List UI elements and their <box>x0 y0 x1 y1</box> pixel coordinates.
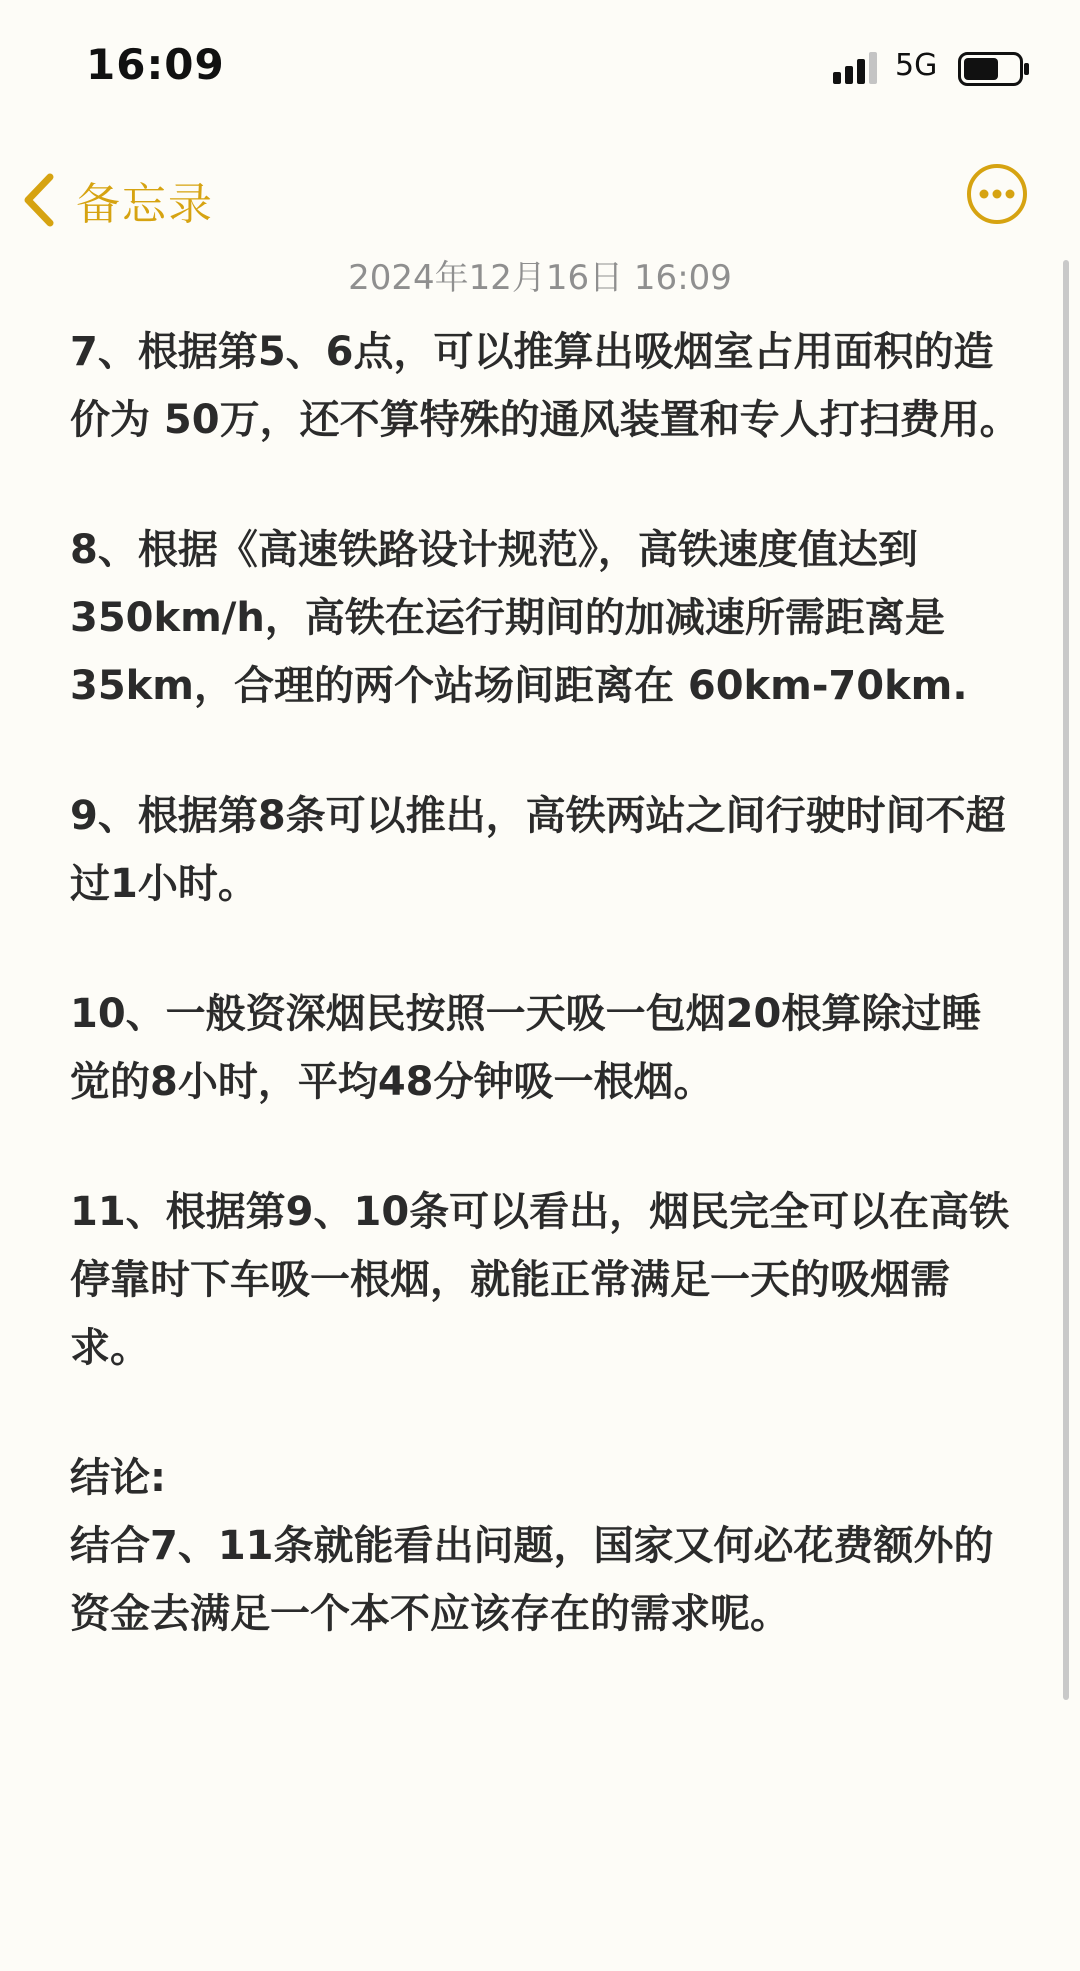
network-label: 5G <box>895 48 938 83</box>
note-paragraph-10: 10、一般资深烟民按照一天吸一包烟20根算除过睡觉的8小时，平均48分钟吸一根烟。 <box>70 991 982 1105</box>
navigation-bar <box>0 150 1080 250</box>
back-button[interactable] <box>20 160 214 240</box>
note-paragraph-8: 8、根据《高速铁路设计规范》，高铁速度值达到 350km/h，高铁在运行期间的加减速所需距离是 35km，合理的两个站场间距离在 60km-70km. <box>70 527 968 709</box>
chevron-left-icon <box>20 171 56 229</box>
note-body[interactable] <box>70 318 1020 1648</box>
note-timestamp: 2024年12月16日 16:09 <box>348 258 732 298</box>
back-label: 备忘录 <box>76 179 214 230</box>
battery-icon <box>958 52 1030 86</box>
note-paragraph-7: 7、根据第5、6点，可以推算出吸烟室占用面积的造价为 50万，还不算特殊的通风装置和专人打扫费用。 <box>70 329 1020 443</box>
note-paragraph-9: 9、根据第8条可以推出，高铁两站之间行驶时间不超过1小时。 <box>70 793 1006 907</box>
conclusion-title: 结论: <box>70 1455 166 1501</box>
more-icon[interactable] <box>965 162 1029 226</box>
status-time: 16:09 <box>86 40 225 89</box>
signal-icon <box>833 52 879 84</box>
conclusion-text: 结合7、11条就能看出问题，国家又何必花费额外的资金去满足一个本不应该存在的需求呢。 <box>70 1523 994 1637</box>
note-paragraph-11: 11、根据第9、10条可以看出，烟民完全可以在高铁停靠时下车吸一根烟，就能正常满足一天的吸烟需求。 <box>70 1189 1010 1371</box>
status-bar <box>0 0 1080 130</box>
scrollbar[interactable] <box>1063 260 1069 1700</box>
